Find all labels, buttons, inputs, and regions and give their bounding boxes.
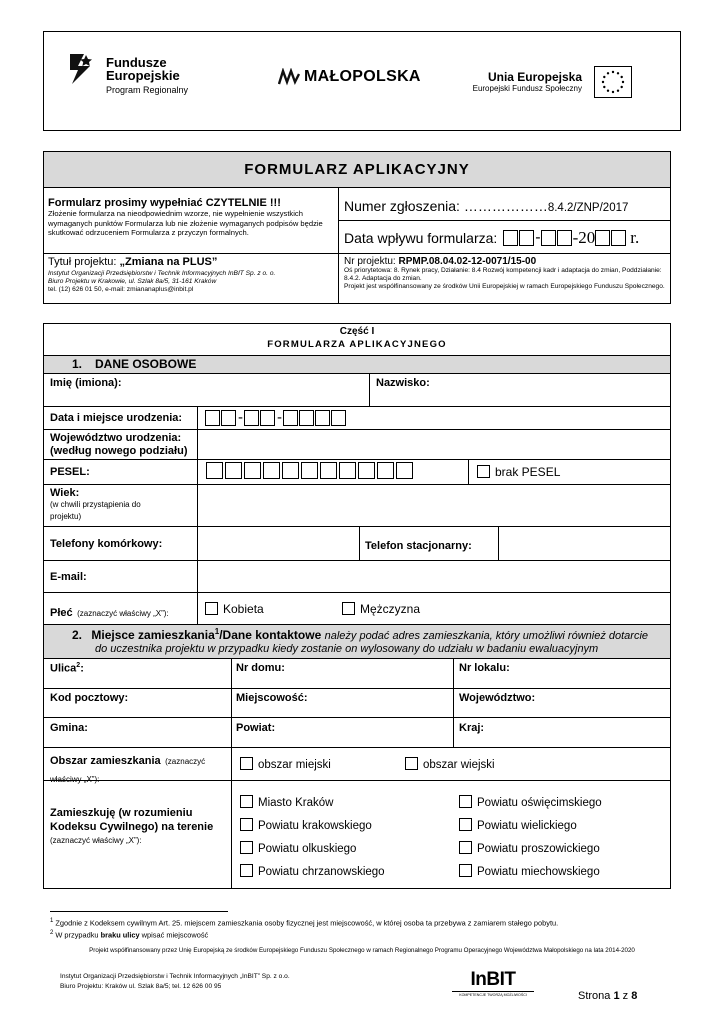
kobieta-option[interactable] — [205, 602, 264, 616]
section1-title: DANE OSOBOWE — [95, 357, 197, 371]
numer-zgloszenia-label: Numer zgłoszenia: ……………… — [344, 198, 548, 214]
ulica-text: Ulica — [50, 662, 77, 675]
birth-date-box[interactable] — [260, 410, 275, 426]
wiek-label: Wiek: — [50, 487, 80, 499]
malopolska-logo — [278, 68, 421, 86]
miejscowosc-label: Miejscowość: — [236, 692, 308, 704]
fe-logo-line3: Program Regionalny — [106, 85, 189, 95]
zamieszkuje-line1: Zamieszkuję (w rozumieniu — [50, 807, 193, 819]
mezczyzna-option[interactable] — [342, 602, 420, 616]
woj-urodzenia-field[interactable] — [199, 431, 668, 458]
cofinance-footer: Projekt współfinansowany przez Unię Europejską ze środków Europejskiego Funduszu Społecznego w ramach Regionalnego Programu Operacyjnego Województwa Małopolskiego na lata 2014-2020 — [89, 947, 635, 954]
obszar-wiejski-option[interactable] — [405, 757, 495, 771]
pesel-boxes — [206, 462, 415, 479]
area-checkbox[interactable] — [459, 864, 472, 877]
form-title-bar — [44, 152, 670, 188]
area-label: Powiatu oświęcimskiego — [477, 797, 602, 809]
inbit-logo — [452, 970, 534, 997]
mezczyzna-label: Mężczyzna — [360, 602, 421, 616]
nazwisko-field[interactable] — [440, 376, 668, 404]
nr-domu-label: Nr domu: — [236, 662, 285, 674]
pesel-box[interactable] — [377, 462, 394, 479]
area-checkbox[interactable] — [240, 841, 253, 854]
fe-logo-line1: Fundusze — [106, 55, 167, 70]
date-box[interactable] — [503, 230, 518, 246]
powiat-label: Powiat: — [236, 722, 276, 734]
birth-date-box[interactable] — [283, 410, 298, 426]
email-label: E-mail: — [50, 571, 87, 583]
area-checkbox[interactable] — [240, 864, 253, 877]
office-address: Biuro Projektu w Krakowie, ul. Szlak 8a/5, 31-161 Kraków — [48, 278, 217, 285]
area-label: Miasto Kraków — [258, 797, 334, 809]
footnote-separator — [50, 911, 228, 912]
pesel-box[interactable] — [396, 462, 413, 479]
section2-number: 2. — [72, 628, 83, 642]
malopolska-text: MAŁOPOLSKA — [304, 68, 421, 85]
area-option[interactable] — [459, 861, 602, 884]
mezczyzna-checkbox[interactable] — [342, 602, 355, 615]
birth-date-box[interactable] — [221, 410, 236, 426]
section1-header — [44, 355, 670, 374]
instr-text: Złożenie formularza na nieodpowiednim wzorze, nie wypełnienie wszystkich wymaganych punktów Formularza lub nie złożenie wymaganych podpisów będzie skutkować odrzuceniem Formularza z przyczyn formalnych. — [48, 209, 323, 237]
wojewodztwo-label: Województwo: — [459, 692, 536, 704]
pesel-label: PESEL: — [50, 466, 90, 478]
pesel-box[interactable] — [225, 462, 242, 479]
area-option[interactable] — [459, 838, 602, 861]
brak-pesel-checkbox[interactable] — [477, 465, 490, 478]
area-option[interactable] — [459, 815, 602, 838]
area-label: Powiatu olkuskiego — [258, 843, 357, 855]
nazwisko-label: Nazwisko: — [376, 377, 430, 389]
nr-projektu-label: Nr projektu: — [344, 256, 396, 267]
kobieta-checkbox[interactable] — [205, 602, 218, 615]
zamieszkuje-line2: Kodeksu Cywilnego) na terenie — [50, 821, 214, 833]
nr-projektu-value: RPMP.08.04.02-12-0071/15-00 — [398, 256, 537, 267]
tel-stac-field[interactable] — [500, 528, 668, 559]
kobieta-label: Kobieta — [223, 602, 264, 616]
area-options-right — [459, 792, 602, 884]
area-option[interactable] — [240, 815, 385, 838]
area-label: Powiatu chrzanowskiego — [258, 866, 385, 878]
area-checkbox[interactable] — [459, 841, 472, 854]
os-priorytetowa: Oś priorytetowa: 8. Rynek pracy, Działanie: 8.4 Rozwój kompetencji kadr i adaptacja do zmian, Poddziałanie: 8.4.2. Adaptacja do zmian. — [344, 267, 662, 282]
eu-flag — [594, 66, 632, 98]
woj-urodzenia-label — [50, 432, 187, 458]
plec-note: (zaznaczyć właściwy „X”): — [77, 609, 169, 618]
date-box[interactable] — [519, 230, 534, 246]
numer-zgloszenia-suffix: 8.4.2/ZNP/2017 — [547, 202, 629, 214]
pesel-box[interactable] — [301, 462, 318, 479]
ulica-footnote-ref: 2 — [76, 662, 81, 669]
data-year-prefix: -20 — [572, 228, 596, 247]
birth-date-boxes: - - — [205, 409, 347, 426]
part-title: FORMULARZA APLIKACYJNEGO — [267, 339, 447, 350]
brak-pesel-label: brak PESEL — [495, 465, 561, 479]
contact: tel. (12) 626 01 50, e-mail: zmiananaplus@inbit.pl — [48, 286, 194, 293]
data-wplywu: Data wpływu formularza: - -20 r. — [344, 228, 640, 247]
kraj-label: Kraj: — [459, 722, 485, 734]
birth-place-field[interactable] — [360, 408, 668, 428]
woj-urodzenia-line2: (według nowego podziału) — [50, 445, 188, 457]
eu-stars-icon — [595, 67, 631, 97]
birth-date-box[interactable] — [205, 410, 220, 426]
area-label: Powiatu proszowickiego — [477, 843, 600, 855]
obszar-miejski-checkbox[interactable] — [240, 757, 253, 770]
wiek-field[interactable] — [199, 486, 668, 525]
brak-pesel-option[interactable] — [477, 465, 560, 479]
data-r: r. — [630, 228, 640, 247]
section2-note1: należy podać adres zamieszkania, który umożliwi również dotarcie — [324, 630, 649, 642]
area-checkbox[interactable] — [459, 818, 472, 831]
area-checkbox[interactable] — [240, 818, 253, 831]
inbit-logo-text: InBIT — [470, 969, 516, 990]
section2-note2: do uczestnika projektu w przypadku kiedy zostanie on wylosowany do udziału w badaniu ewaluacyjnym — [95, 643, 599, 655]
gmina-label: Gmina: — [50, 722, 88, 734]
footer-address: Biuro Projektu: Kraków ul. Szlak 8a/5; tel. 12 626 00 95 — [60, 983, 222, 990]
data-urodzenia-label: Data i miejsce urodzenia: — [50, 412, 183, 424]
birth-date-box[interactable] — [299, 410, 314, 426]
area-options-left — [240, 792, 385, 884]
plec-label: Płeć — [50, 607, 73, 619]
kod-pocztowy-label: Kod pocztowy: — [50, 692, 129, 704]
instr-title: Formularz prosimy wypełniać CZYTELNIE !!! — [48, 197, 281, 209]
imie-label: Imię (imiona): — [50, 377, 122, 389]
obszar-note: (zaznaczyć właściwy „X”): — [50, 757, 206, 784]
birth-date-box[interactable] — [315, 410, 330, 426]
section2-footnote-ref: 1 — [214, 627, 220, 636]
area-option[interactable] — [240, 838, 385, 861]
footnote-1: $^1$ Zgodnie z Kodeksem cywilnym Art. 25. miejscem zamieszkania osoby fizycznej jest miejscowość, w której osoba ta przebywa z zamiarem stałego pobytu. — [50, 918, 559, 928]
area-label: Powiatu wielickiego — [477, 820, 577, 832]
ue-logo-sub: Europejski Fundusz Społeczny — [472, 84, 582, 93]
area-checkbox[interactable] — [240, 795, 253, 808]
zamieszkuje-note: (zaznaczyć właściwy „X”): — [50, 836, 142, 845]
pesel-box[interactable] — [263, 462, 280, 479]
ulica-label: Ulica$^2$: — [50, 662, 84, 675]
woj-urodzenia-line1: Województwo urodzenia: — [50, 432, 182, 444]
cofinance-note: Projekt jest współfinansowany ze środków Unii Europejskiej w ramach Europejskiego Funduszu Społecznego. — [344, 282, 665, 290]
area-checkbox[interactable] — [459, 795, 472, 808]
tel-stac-label: Telefon stacjonarny: — [365, 540, 472, 552]
obszar-miejski-option[interactable] — [240, 757, 331, 771]
footer-org: Instytut Organizacji Przedsiębiorstw i Technik Informacyjnych „InBIT” Sp. z o.o. — [60, 973, 290, 980]
area-option[interactable] — [459, 792, 602, 815]
fe-logo — [68, 52, 96, 91]
wiek-note: (w chwili przystąpienia do projektu) — [50, 500, 141, 521]
footnote-2: $^2$ W przypadku braku ulicy wpisać miejscowość — [50, 930, 209, 940]
section2-title2: /Dane kontaktowe — [219, 628, 322, 642]
obszar-wiejski-checkbox[interactable] — [405, 757, 418, 770]
area-label: Powiatu krakowskiego — [258, 820, 372, 832]
section1-number: 1. — [72, 357, 83, 371]
date-box[interactable] — [541, 230, 556, 246]
tel-kom-label: Telefony komórkowy: — [50, 538, 163, 550]
obszar-miejski-label: obszar miejski — [258, 759, 331, 771]
pesel-box[interactable] — [320, 462, 337, 479]
pesel-box[interactable] — [358, 462, 375, 479]
birth-date-box[interactable] — [244, 410, 259, 426]
obszar-wiejski-label: obszar wiejski — [423, 759, 495, 771]
page-number: Strona 1 z 8 — [578, 990, 638, 1002]
date-box[interactable] — [595, 230, 610, 246]
malopolska-mark-icon — [278, 68, 300, 86]
imie-field[interactable] — [150, 376, 365, 404]
area-option[interactable] — [240, 861, 385, 884]
fe-logo-line2: Europejskie — [106, 68, 180, 83]
date-box[interactable] — [557, 230, 572, 246]
area-option[interactable] — [240, 792, 385, 815]
part-label: Część I — [339, 326, 375, 337]
pesel-box[interactable] — [282, 462, 299, 479]
section2-title: Miejsce zamieszkania — [91, 628, 215, 642]
pesel-box[interactable] — [206, 462, 223, 479]
tel-kom-field[interactable] — [199, 528, 357, 559]
fe-star-icon — [68, 52, 96, 86]
email-field[interactable] — [199, 562, 668, 591]
project-title-label: Tytuł projektu: — [48, 256, 117, 268]
nr-lokalu-label: Nr lokalu: — [459, 662, 510, 674]
area-label: Powiatu miechowskiego — [477, 866, 600, 878]
pesel-box[interactable] — [244, 462, 261, 479]
institute-name: Instytut Organizacji Przedsiębiorstw i Technik Informacyjnych InBIT Sp. z o. o. — [48, 270, 276, 277]
pesel-box[interactable] — [339, 462, 356, 479]
data-wplywu-label: Data wpływu formularza: — [344, 230, 498, 246]
birth-date-box[interactable] — [331, 410, 346, 426]
obszar-label: Obszar zamieszkania — [50, 755, 161, 767]
section2-header — [44, 625, 670, 659]
project-title: „Zmiana na PLUS” — [119, 256, 218, 268]
date-box[interactable] — [611, 230, 626, 246]
form-title: FORMULARZ APLIKACYJNY — [244, 161, 470, 178]
ue-logo-title: Unia Europejska — [487, 70, 582, 84]
inbit-logo-sub: KOMPETENCJE TWORZĄ MOŻLIWOŚCI — [459, 993, 527, 997]
